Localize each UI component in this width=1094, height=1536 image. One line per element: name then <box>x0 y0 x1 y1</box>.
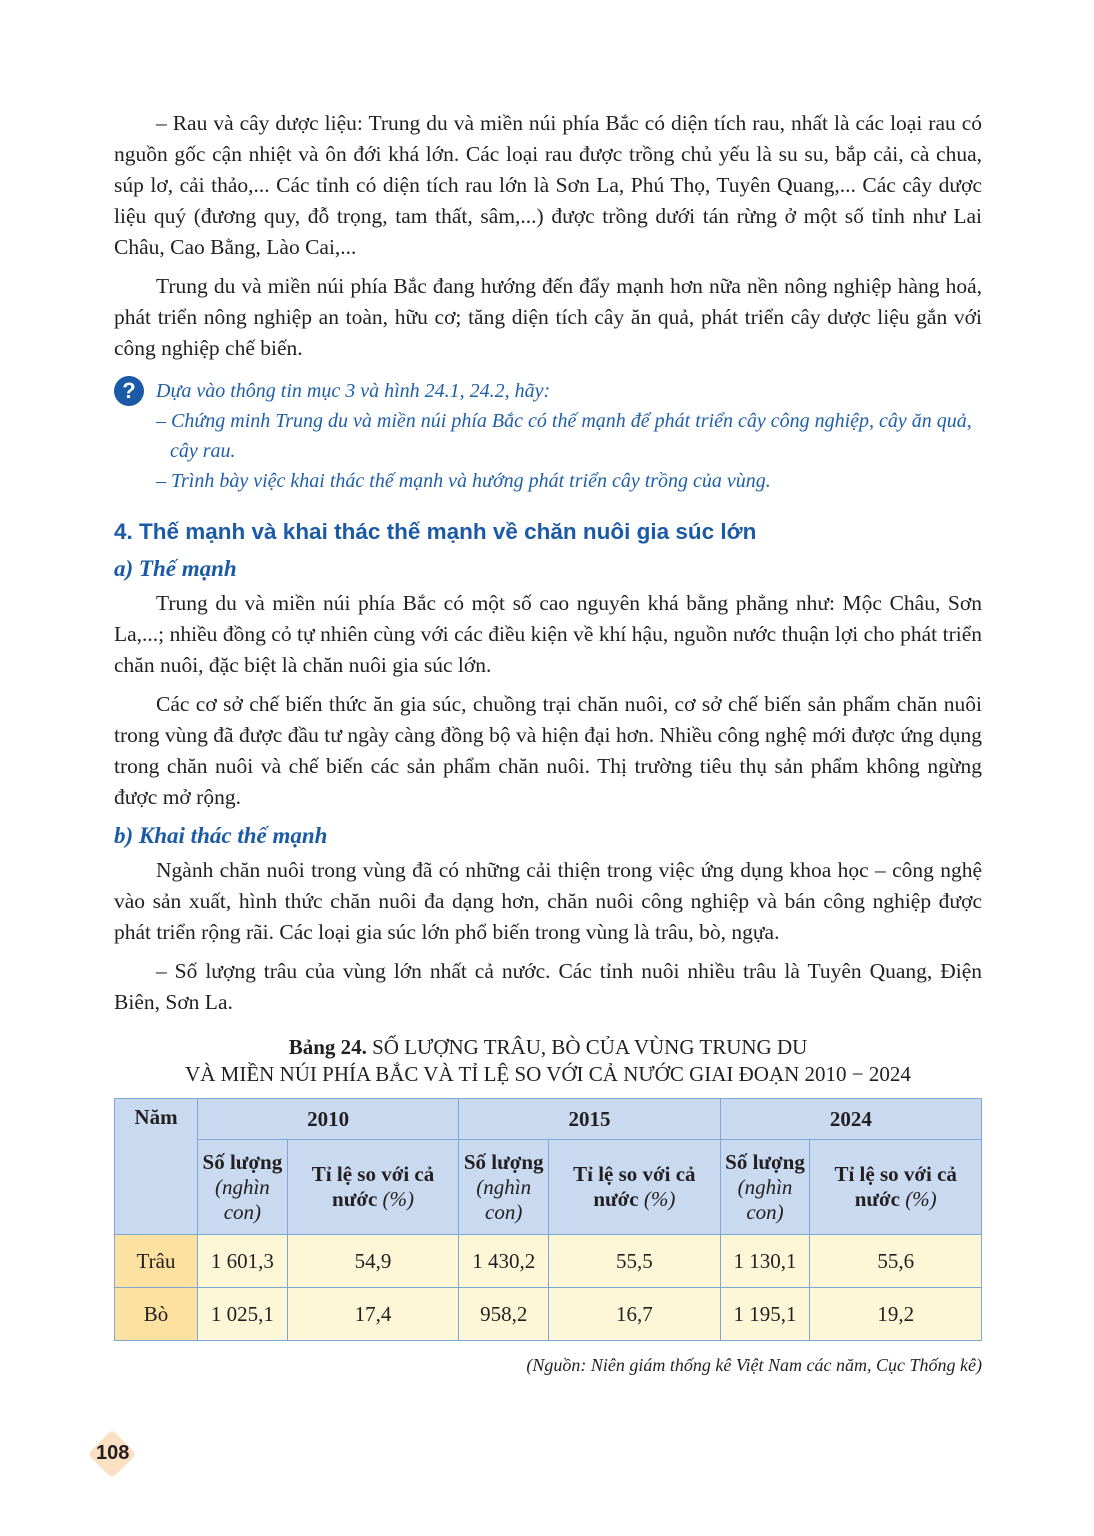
section-heading-4: 4. Thế mạnh và khai thác thế mạnh về chăn nuôi gia súc lớn <box>114 519 757 544</box>
table-title <box>114 1034 982 1088</box>
subheader-quantity: Số lượng (nghìn con) <box>459 1140 549 1235</box>
table-cell: 16,7 <box>549 1288 721 1341</box>
table-cell: 17,4 <box>287 1288 459 1341</box>
livestock-table <box>114 1098 982 1341</box>
year-header-2010: 2010 <box>198 1099 459 1140</box>
subheader-ratio: Tỉ lệ so với cả nước (%) <box>810 1140 982 1235</box>
question-item-2: – Trình bày việc khai thác thế mạnh và hướng phát triển cây trồng của vùng. <box>156 470 771 492</box>
page-content <box>114 108 982 1376</box>
paragraph-plateaus: Trung du và miền núi phía Bắc có một số cao nguyên khá bằng phẳng như: Mộc Châu, Sơn La,...; nhiều đồng cỏ tự nhiên cùng với các điều kiện về khí hậu, nguồn nước thuận lợi cho phát triển chăn nuôi, đặc biệt là chăn nuôi gia súc lớn. <box>114 591 982 677</box>
table-title-label: Bảng 24. <box>288 1035 367 1059</box>
question-icon: ? <box>114 376 144 406</box>
table-title-line2: VÀ MIỀN NÚI PHÍA BẮC VÀ TỈ LỆ SO VỚI CẢ NƯỚC GIAI ĐOẠN 2010 − 2024 <box>185 1062 911 1086</box>
table-cell: 1 195,1 <box>720 1288 810 1341</box>
subheader-quantity: Số lượng (nghìn con) <box>720 1140 810 1235</box>
paragraph-agriculture-direction: Trung du và miền núi phía Bắc đang hướng đến đẩy mạnh hơn nữa nền nông nghiệp hàng hoá, phát triển nông nghiệp an toàn, hữu cơ; tăng diện tích cây ăn quả, phát triển cây dược liệu gắn với công nghiệp chế biến. <box>114 274 982 360</box>
paragraph-facilities: Các cơ sở chế biến thức ăn gia súc, chuồng trại chăn nuôi, cơ sở chế biến sản phẩm chăn nuôi trong vùng đã được đầu tư ngày càng đồng bộ và hiện đại hơn. Nhiều công nghệ mới được ứng dụng trong chăn nuôi và chế biến các sản phẩm chăn nuôi. Thị trường tiêu thụ sản phẩm không ngừng được mở rộng. <box>114 692 982 809</box>
table-header-years <box>115 1099 982 1140</box>
table-cell: 1 025,1 <box>198 1288 288 1341</box>
table-cell: 55,5 <box>549 1235 721 1288</box>
subheader-quantity: Số lượng (nghìn con) <box>198 1140 288 1235</box>
paragraph-livestock: Ngành chăn nuôi trong vùng đã có những cải thiện trong việc ứng dụng khoa học – công nghệ vào sản xuất, hình thức chăn nuôi đa dạng hơn, chăn nuôi công nghiệp và bán công nghiệp được phát triển rộng rãi. Các loại gia súc lớn phổ biến trong vùng là trâu, bò, ngựa. <box>114 858 982 944</box>
table-cell: 54,9 <box>287 1235 459 1288</box>
table-cell: 958,2 <box>459 1288 549 1341</box>
subheader-ratio: Tỉ lệ so với cả nước (%) <box>549 1140 721 1235</box>
table-cell: 1 601,3 <box>198 1235 288 1288</box>
table-row <box>115 1288 982 1341</box>
table-cell: 1 430,2 <box>459 1235 549 1288</box>
row-label-cattle: Bò <box>115 1288 198 1341</box>
table-corner-header: Năm <box>115 1099 198 1235</box>
year-header-2024: 2024 <box>720 1099 981 1140</box>
paragraph-buffalo: – Số lượng trâu của vùng lớn nhất cả nước. Các tỉnh nuôi nhiều trâu là Tuyên Quang, Điện Biên, Sơn La. <box>114 959 982 1014</box>
question-item-1: – Chứng minh Trung du và miền núi phía Bắc có thế mạnh để phát triển cây công nghiệp, cây ăn quả, cây rau. <box>156 410 972 462</box>
table-row <box>115 1235 982 1288</box>
table-cell: 1 130,1 <box>720 1235 810 1288</box>
question-box <box>114 376 982 496</box>
subheading-exploitation: b) Khai thác thế mạnh <box>114 823 328 848</box>
row-label-buffalo: Trâu <box>115 1235 198 1288</box>
table-source: (Nguồn: Niên giám thống kê Việt Nam các năm, Cục Thống kê) <box>526 1355 982 1375</box>
table-title-line1: SỐ LƯỢNG TRÂU, BÒ CỦA VÙNG TRUNG DU <box>366 1035 808 1059</box>
subheader-ratio: Tỉ lệ so với cả nước (%) <box>287 1140 459 1235</box>
year-header-2015: 2015 <box>459 1099 720 1140</box>
table-cell: 55,6 <box>810 1235 982 1288</box>
table-cell: 19,2 <box>810 1288 982 1341</box>
page-number: 108 <box>96 1442 130 1464</box>
question-intro: Dựa vào thông tin mục 3 và hình 24.1, 24.2, hãy: <box>156 380 551 402</box>
paragraph-vegetables: – Rau và cây dược liệu: Trung du và miền núi phía Bắc có diện tích rau, nhất là các loại rau có nguồn gốc cận nhiệt và ôn đới khá lớn. Các loại rau được trồng chủ yếu là su su, bắp cải, cà chua, súp lơ, cải thảo,... Các tỉnh có diện tích rau lớn là Sơn La, Phú Thọ, Tuyên Quang,... Các cây dược liệu quý (đương quy, đỗ trọng, tam thất, sâm,...) được trồng dưới tán rừng ở một số tỉnh như Lai Châu, Cao Bằng, Lào Cai,... <box>114 111 982 259</box>
table-header-subcolumns <box>115 1140 982 1235</box>
subheading-strengths: a) Thế mạnh <box>114 556 237 581</box>
